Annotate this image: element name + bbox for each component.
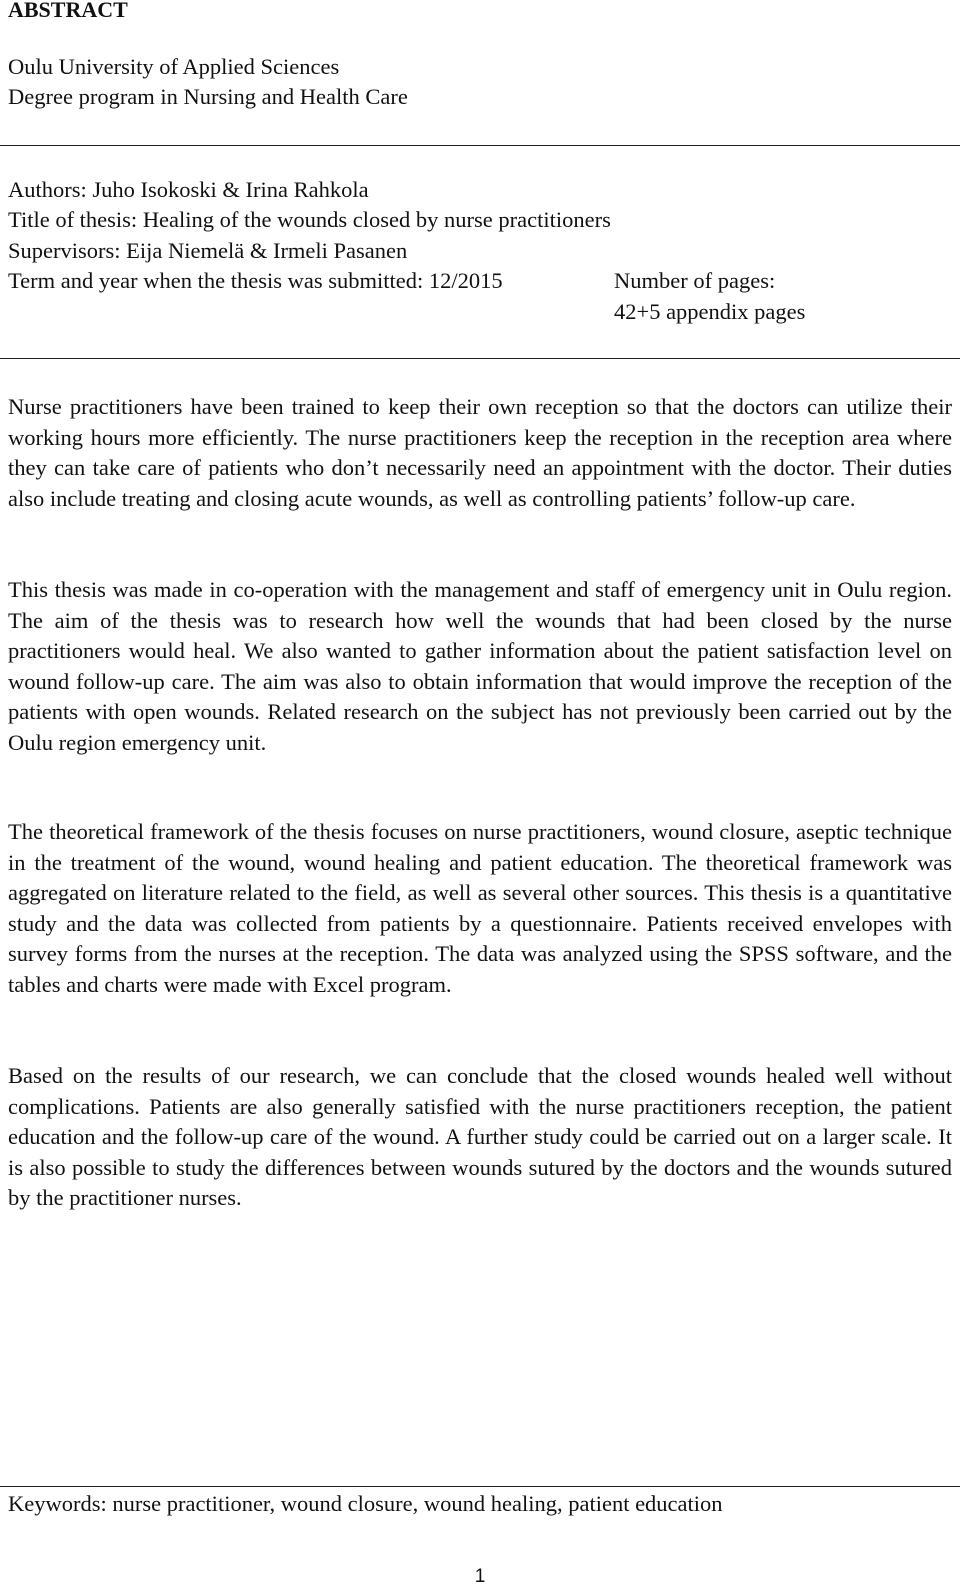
abstract-heading: ABSTRACT (8, 0, 128, 22)
pages-value: 42+5 appendix pages (614, 299, 806, 324)
divider-top (0, 145, 960, 146)
keywords-line: Keywords: nurse practitioner, wound closure, wound healing, patient education (8, 1491, 723, 1516)
page-number: 1 (474, 1566, 486, 1587)
thesis-title-line: Title of thesis: Healing of the wounds closed by nurse practitioners (8, 207, 611, 232)
supervisors-line: Supervisors: Eija Niemelä & Irmeli Pasanen (8, 238, 408, 263)
abstract-paragraph-2: This thesis was made in co-operation with the management and staff of emergency unit in Oulu region. The aim of the thesis was to research how well the wounds that had been closed by the nurse practitioners would heal. We also wanted to gather information about the patient satisfaction level on wound follow-up care. The aim was also to obtain information that would improve the reception of the patients with open wounds. Related research on the subject has not previously been carried out by the Oulu region emergency unit. (8, 577, 952, 755)
divider-bottom (0, 1486, 960, 1487)
university-name: Oulu University of Applied Sciences (8, 54, 340, 79)
abstract-paragraph-4: Based on the results of our research, we can conclude that the closed wounds healed well without complications. Patients are also generally satisfied with the nurse practitioners reception, the patient education and the follow-up care of the wound. A further study could be carried out on a larger scale. It is also possible to study the differences between wounds sutured by the doctors and the wounds sutured by the practitioner nurses. (8, 1063, 952, 1210)
abstract-paragraph-1: Nurse practitioners have been trained to keep their own reception so that the doctors can utilize their working hours more efficiently. The nurse practitioners keep the reception in the reception area where they can take care of patients who don’t necessarily need an appointment with the doctor. Their duties also include treating and closing acute wounds, as well as controlling patients’ follow-up care. (8, 394, 952, 511)
degree-program: Degree program in Nursing and Health Care (8, 84, 408, 109)
abstract-paragraph-3: The theoretical framework of the thesis focuses on nurse practitioners, wound closure, aseptic technique in the treatment of the wound, wound healing and patient education. The theoretical framework was aggregated on literature related to the field, as well as several other sources. This thesis is a quantitative study and the data was collected from patients by a questionnaire. Patients received envelopes with survey forms from the nurses at the reception. The data was analyzed using the SPSS software, and the tables and charts were made with Excel program. (8, 819, 952, 997)
submission-term-line: Term and year when the thesis was submitted: 12/2015 (8, 268, 503, 293)
divider-middle (0, 358, 960, 359)
pages-label: Number of pages: (614, 268, 776, 293)
authors-line: Authors: Juho Isokoski & Irina Rahkola (8, 177, 369, 202)
